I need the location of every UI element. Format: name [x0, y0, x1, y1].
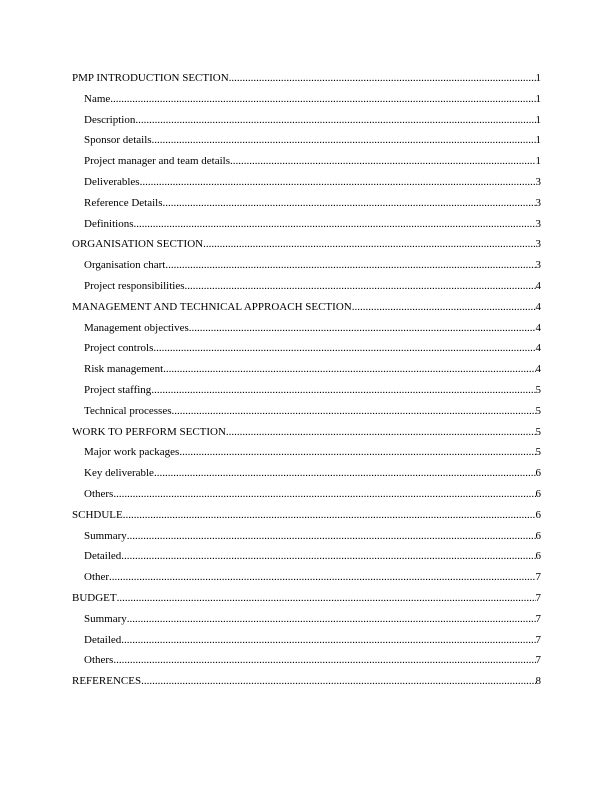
toc-page-number: 3 — [535, 196, 541, 209]
toc-section-entry[interactable] — [72, 671, 541, 692]
toc-page-number: 6 — [535, 487, 541, 500]
toc-subsection-entry[interactable] — [72, 463, 541, 484]
toc-dot-leader — [203, 234, 535, 255]
toc-page-number: 1 — [535, 72, 541, 84]
toc-page-number: 7 — [535, 612, 541, 625]
toc-subsection-entry[interactable] — [72, 546, 541, 567]
toc-dot-leader — [165, 255, 535, 276]
toc-entry-label: Summary — [84, 529, 127, 542]
toc-dot-leader — [121, 630, 535, 651]
toc-page-number: 3 — [535, 238, 541, 251]
toc-page-number: 7 — [535, 591, 541, 604]
toc-dot-leader — [140, 172, 536, 193]
toc-page-number: 3 — [535, 259, 541, 272]
toc-dot-leader — [162, 193, 535, 214]
toc-entry-label: Definitions — [84, 217, 134, 230]
toc-subsection-entry[interactable] — [72, 276, 541, 297]
toc-page-number: 1 — [535, 113, 541, 126]
toc-entry-label: Others — [84, 654, 114, 667]
toc-entry-label: Project staffing — [84, 383, 152, 396]
toc-subsection-entry[interactable] — [72, 172, 541, 193]
toc-page-number: 5 — [535, 446, 541, 459]
toc-dot-leader — [135, 110, 535, 131]
toc-entry-label: Project controls — [84, 342, 154, 355]
toc-page-number: 3 — [535, 175, 541, 188]
toc-entry-label: Detailed — [84, 550, 122, 563]
toc-page-number: 3 — [535, 217, 541, 230]
toc-entry-label: REFERENCES — [72, 675, 142, 688]
toc-page-number: 1 — [535, 155, 541, 168]
toc-subsection-entry[interactable] — [72, 338, 541, 359]
toc-page-number: 4 — [535, 321, 541, 334]
toc-subsection-entry[interactable] — [72, 526, 541, 547]
toc-subsection-entry[interactable] — [72, 380, 541, 401]
toc-page-number: 7 — [535, 633, 541, 646]
toc-subsection-entry[interactable] — [72, 442, 541, 463]
toc-page-number: 7 — [535, 571, 541, 584]
toc-dot-leader — [185, 276, 536, 297]
toc-entry-label: Description — [84, 113, 136, 126]
toc-dot-leader — [179, 442, 535, 463]
toc-entry-label: WORK TO PERFORM SECTION — [72, 425, 226, 438]
toc-section-entry[interactable] — [72, 68, 541, 89]
toc-dot-leader — [117, 588, 536, 609]
toc-dot-leader — [226, 422, 536, 443]
toc-page-number: 7 — [535, 654, 541, 667]
toc-subsection-entry[interactable] — [72, 110, 541, 131]
toc-subsection-entry[interactable] — [72, 609, 541, 630]
toc-entry-label: Other — [84, 571, 110, 584]
toc-entry-label: Sponsor details — [84, 134, 152, 147]
toc-entry-label: Summary — [84, 612, 127, 625]
toc-section-entry[interactable] — [72, 234, 541, 255]
toc-page-number: 4 — [535, 300, 541, 313]
toc-dot-leader — [151, 380, 535, 401]
toc-subsection-entry[interactable] — [72, 630, 541, 651]
toc-dot-leader — [189, 318, 536, 339]
table-of-contents — [72, 68, 541, 692]
toc-section-entry[interactable] — [72, 297, 541, 318]
toc-entry-label: Project manager and team details — [84, 155, 230, 168]
toc-entry-label: Organisation chart — [84, 259, 166, 272]
toc-page-number: 8 — [535, 675, 541, 688]
toc-entry-label: Others — [84, 487, 114, 500]
toc-page-number: 5 — [535, 404, 541, 417]
toc-page-number: 6 — [535, 508, 541, 521]
toc-section-entry[interactable] — [72, 505, 541, 526]
toc-page-number: 5 — [535, 425, 541, 438]
toc-dot-leader — [121, 546, 535, 567]
toc-dot-leader — [141, 671, 535, 692]
toc-dot-leader — [229, 68, 536, 89]
toc-subsection-entry[interactable] — [72, 151, 541, 172]
toc-subsection-entry[interactable] — [72, 130, 541, 151]
toc-subsection-entry[interactable] — [72, 193, 541, 214]
toc-entry-label: Major work packages — [84, 446, 180, 459]
toc-entry-label: BUDGET — [72, 591, 117, 604]
toc-dot-leader — [230, 151, 536, 172]
toc-section-entry[interactable] — [72, 422, 541, 443]
toc-page-number: 6 — [535, 467, 541, 480]
toc-entry-label: SCHDULE — [72, 508, 123, 521]
toc-dot-leader — [113, 484, 535, 505]
toc-entry-label: Key deliverable — [84, 467, 154, 480]
toc-subsection-entry[interactable] — [72, 255, 541, 276]
toc-page-number: 6 — [535, 529, 541, 542]
toc-dot-leader — [109, 567, 535, 588]
toc-entry-label: Technical processes — [84, 404, 172, 417]
toc-entry-label: Project responsibilities — [84, 279, 185, 292]
toc-dot-leader — [154, 463, 536, 484]
toc-page-number: 6 — [535, 550, 541, 563]
toc-page-number: 4 — [535, 342, 541, 355]
toc-subsection-entry[interactable] — [72, 359, 541, 380]
toc-dot-leader — [134, 214, 536, 235]
toc-entry-label: Name — [84, 92, 111, 105]
toc-dot-leader — [127, 526, 536, 547]
toc-subsection-entry[interactable] — [72, 567, 541, 588]
toc-section-entry[interactable] — [72, 588, 541, 609]
toc-entry-label: PMP INTRODUCTION SECTION — [72, 72, 229, 84]
toc-entry-label: Deliverables — [84, 175, 140, 188]
toc-dot-leader — [172, 401, 536, 422]
toc-entry-label: ORGANISATION SECTION — [72, 238, 204, 251]
toc-page-number: 1 — [535, 134, 541, 147]
toc-subsection-entry[interactable] — [72, 650, 541, 671]
toc-subsection-entry[interactable] — [72, 318, 541, 339]
toc-entry-label: Risk management — [84, 363, 164, 376]
toc-subsection-entry[interactable] — [72, 214, 541, 235]
toc-dot-leader — [152, 130, 536, 151]
toc-subsection-entry[interactable] — [72, 401, 541, 422]
toc-dot-leader — [352, 297, 536, 318]
toc-entry-label: Detailed — [84, 633, 122, 646]
toc-subsection-entry[interactable] — [72, 484, 541, 505]
toc-dot-leader — [153, 338, 535, 359]
toc-entry-label: Reference Details — [84, 196, 163, 209]
toc-dot-leader — [113, 650, 535, 671]
toc-page-number: 5 — [535, 383, 541, 396]
toc-dot-leader — [123, 505, 536, 526]
toc-entry-label: Management objectives — [84, 321, 189, 334]
toc-subsection-entry[interactable] — [72, 89, 541, 110]
toc-page-number: 1 — [535, 92, 541, 105]
toc-dot-leader — [110, 89, 535, 110]
toc-dot-leader — [163, 359, 535, 380]
toc-dot-leader — [127, 609, 536, 630]
toc-entry-label: MANAGEMENT AND TECHNICAL APPROACH SECTION — [72, 300, 352, 313]
toc-page-number: 4 — [535, 363, 541, 376]
toc-page-number: 4 — [535, 279, 541, 292]
